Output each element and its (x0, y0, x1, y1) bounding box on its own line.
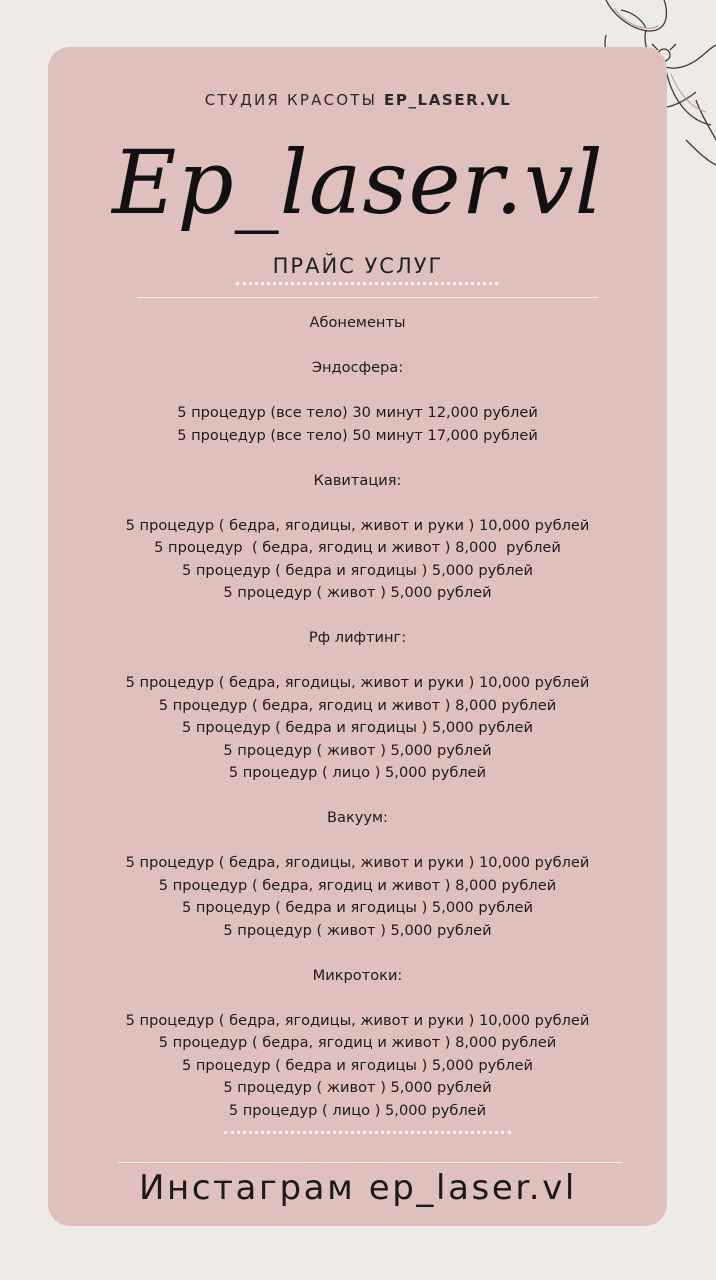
studio-prefix: СТУДИЯ КРАСОТЫ (204, 91, 385, 109)
price-list-title: Абонементы (309, 314, 406, 331)
brand-logo-text: Ep_laser.vl (112, 131, 604, 234)
divider-top (137, 297, 598, 298)
section-microcurrents (48, 965, 667, 1123)
divider-bottom (118, 1162, 622, 1163)
price-item: 5 процедур ( бедра, ягодицы, живот и руки ) 10,000 рублей (125, 516, 590, 534)
section-endosphere (48, 357, 667, 447)
price-list-title-block (48, 312, 667, 335)
price-item: 5 процедур ( лицо ) 5,000 рублей (228, 764, 487, 781)
price-item: 5 процедур ( живот ) 5,000 рублей (223, 1079, 492, 1096)
page-title: ПРАЙС УСЛУГ (272, 254, 444, 278)
price-item: 5 процедур ( бедра и ягодицы ) 5,000 рублей (181, 561, 534, 579)
section-heading: Кавитация: (313, 471, 402, 489)
price-item: 5 процедур ( живот ) 5,000 рублей (223, 584, 492, 601)
section-cavitation (48, 470, 667, 605)
instagram-handle: Инстаграм ep_laser.vl (139, 1168, 577, 1208)
price-item: 5 процедур ( бедра и ягодицы ) 5,000 рублей (181, 1056, 534, 1074)
section-heading: Эндосфера: (311, 359, 404, 376)
price-item: 5 процедур ( бедра, ягодиц и живот ) 8,000 рублей (158, 1034, 557, 1051)
price-item: 5 процедур (все тело) 50 минут 17,000 рублей (177, 426, 538, 444)
price-item: 5 процедур ( живот ) 5,000 рублей (223, 741, 492, 759)
brand-logo (0, 118, 716, 248)
price-item: 5 процедур ( бедра, ягодиц и живот ) 8,000 рублей (158, 696, 557, 714)
price-item: 5 процедур ( бедра, ягодицы, живот и руки ) 10,000 рублей (125, 1011, 590, 1029)
price-item: 5 процедур ( бедра, ягодиц и живот ) 8,000 рублей (158, 876, 557, 894)
section-heading: Вакуум: (327, 809, 388, 826)
studio-name: EP_LASER.VL (384, 91, 512, 109)
price-list (48, 312, 667, 1122)
price-item: 5 процедур ( бедра, ягодиц и живот ) 8,000 рублей (154, 539, 561, 556)
price-item: 5 процедур (все тело) 30 минут 12,000 рублей (177, 404, 538, 421)
price-item: 5 процедур ( бедра и ягодицы ) 5,000 рублей (181, 719, 534, 736)
section-rf-lifting (48, 627, 667, 785)
price-item: 5 процедур ( бедра и ягодицы ) 5,000 рублей (181, 899, 534, 916)
price-item: 5 процедур ( живот ) 5,000 рублей (223, 921, 492, 939)
dotted-divider-top (236, 282, 498, 285)
price-item: 5 процедур ( лицо ) 5,000 рублей (228, 1101, 487, 1119)
price-item: 5 процедур ( бедра, ягодицы, живот и руки ) 10,000 рублей (125, 854, 590, 871)
dotted-divider-bottom (224, 1131, 511, 1134)
section-heading: Рф лифтинг: (308, 629, 407, 646)
price-item: 5 процедур ( бедра, ягодицы, живот и руки ) 10,000 рублей (125, 674, 590, 691)
studio-caption (0, 91, 716, 109)
section-heading: Микротоки: (312, 966, 403, 984)
section-vacuum (48, 807, 667, 942)
